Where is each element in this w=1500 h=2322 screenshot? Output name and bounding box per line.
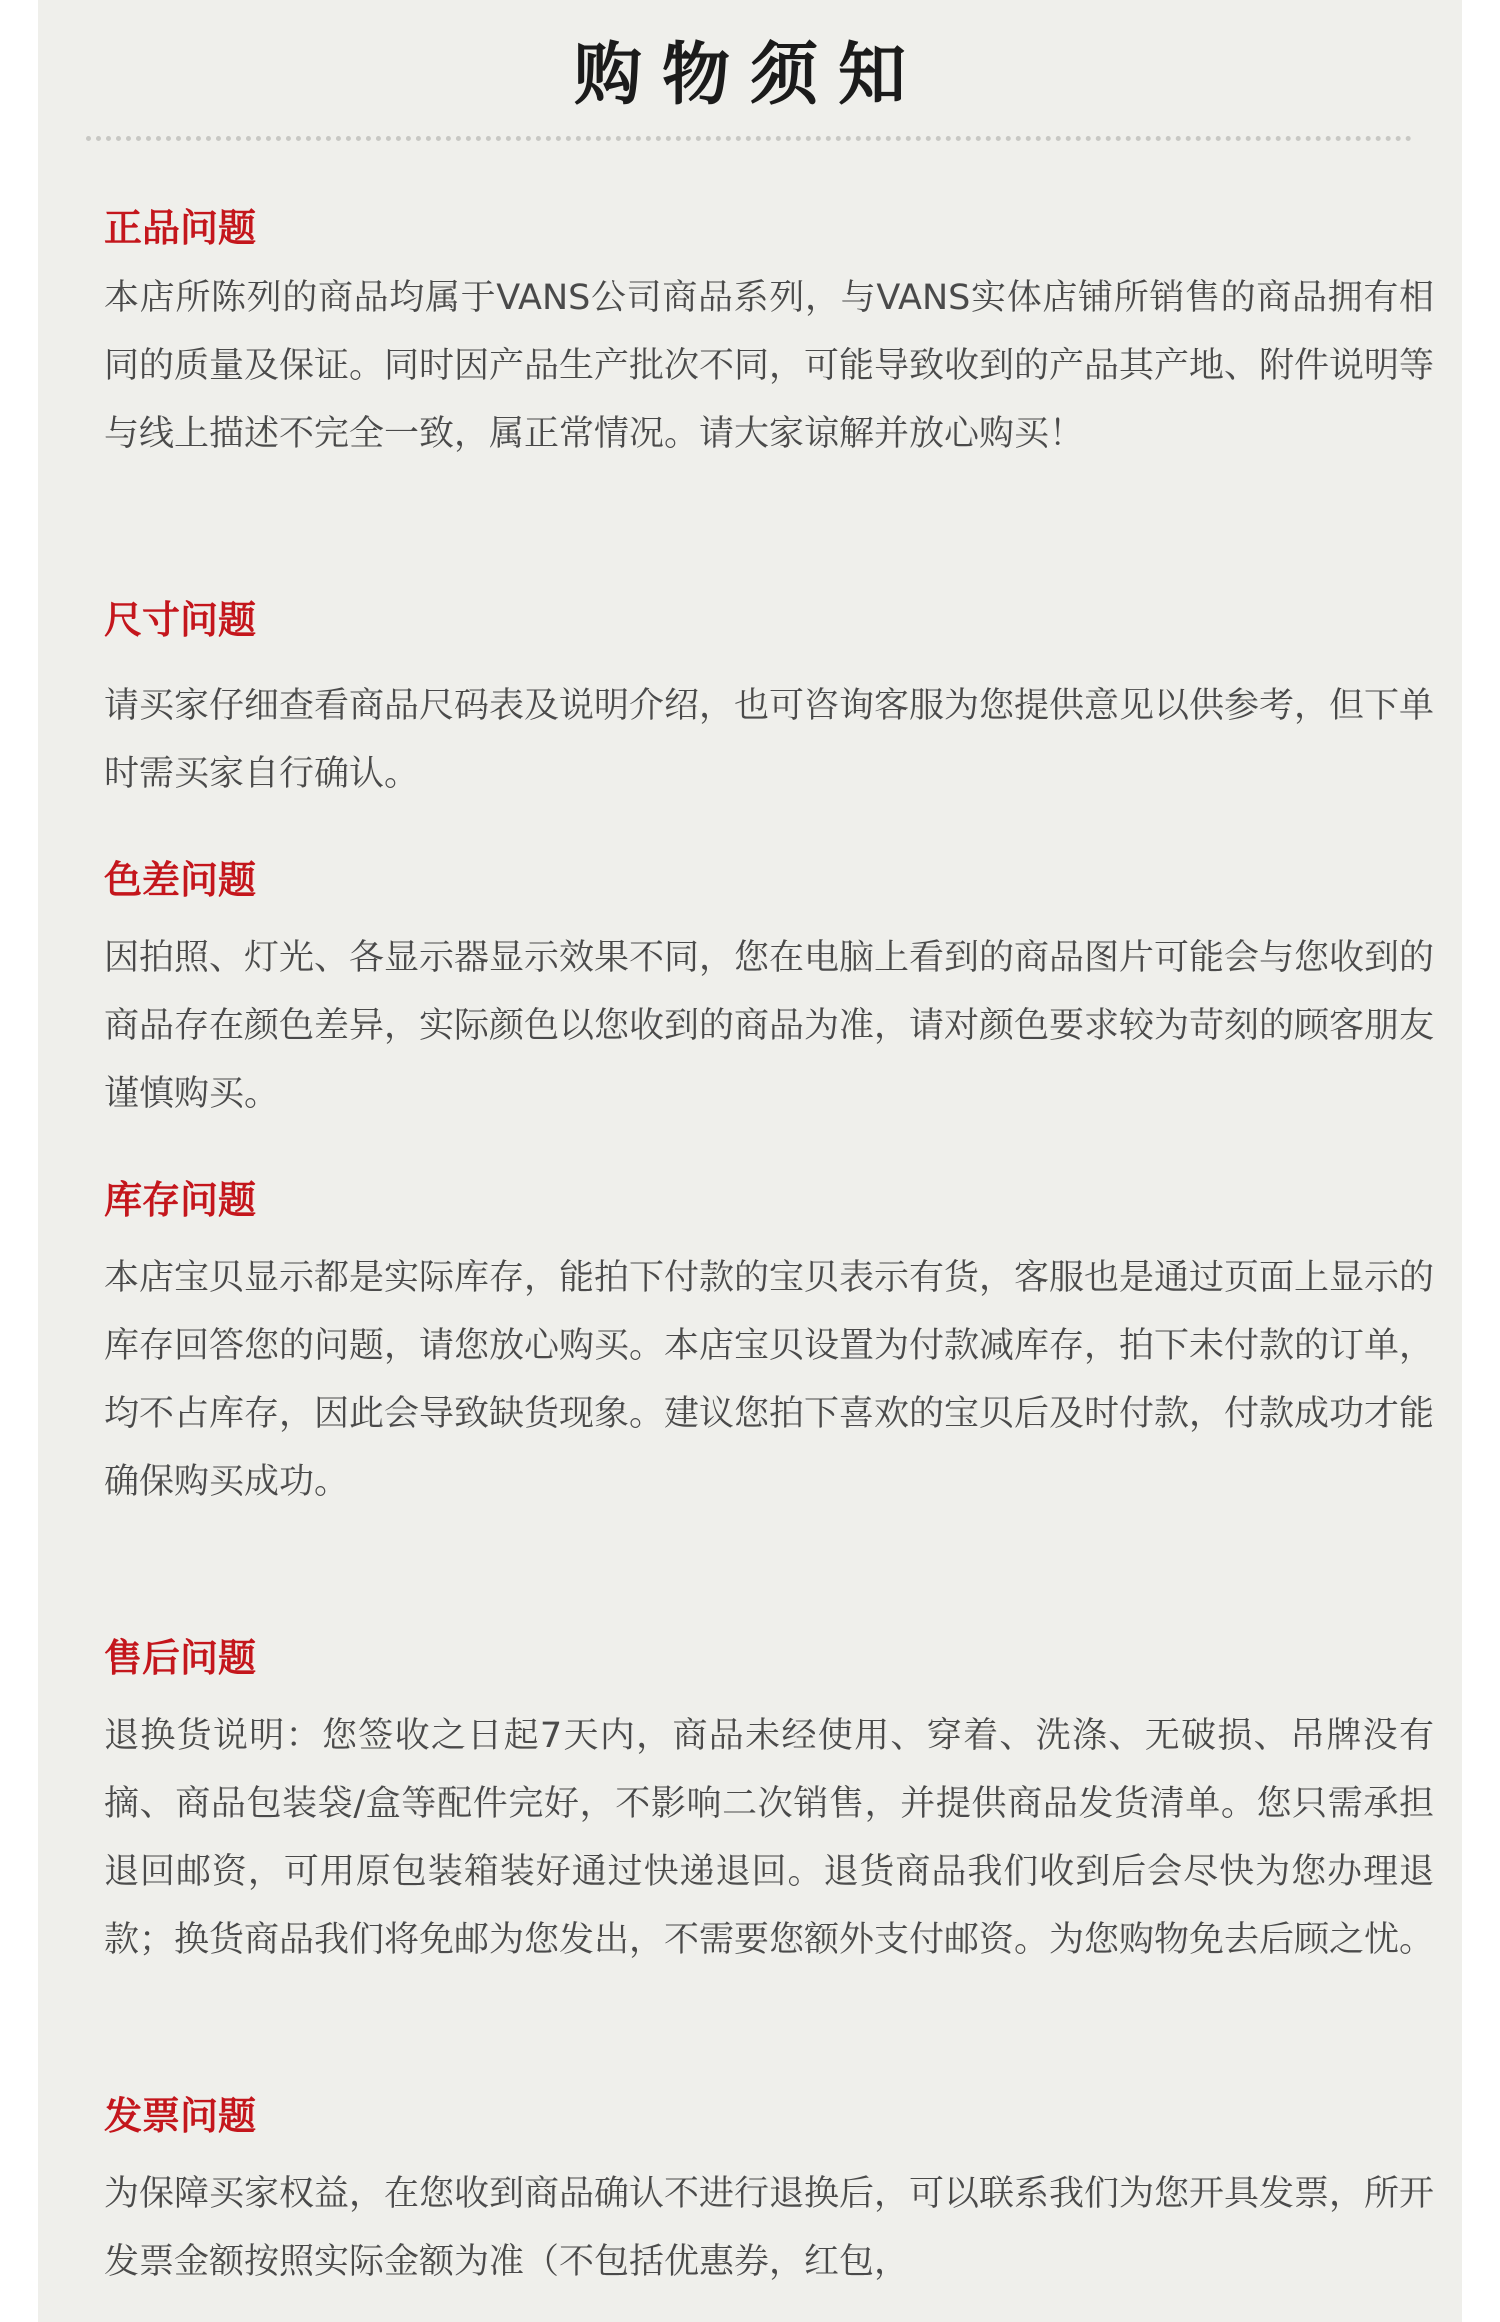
- section-size: [104, 592, 1434, 808]
- section-heading: 色差问题: [104, 858, 257, 902]
- section-heading: 尺寸问题: [104, 598, 257, 642]
- section-body: 因拍照、灯光、各显示器显示效果不同，您在电脑上看到的商品图片可能会与您收到的商品存在颜色差异，实际颜色以您收到的商品为准，请对颜色要求较为苛刻的顾客朋友谨慎购买。: [104, 938, 1435, 1114]
- section-stock: [104, 1172, 1434, 1516]
- page-title: 购物须知: [573, 36, 926, 115]
- shopping-notice-panel: [38, 0, 1462, 2322]
- dotted-divider: [86, 136, 1412, 141]
- section-authentic-products: [104, 200, 1434, 468]
- section-body: 退换货说明：您签收之日起7天内，商品未经使用、穿着、洗涤、无破损、吊牌没有摘、商品包装袋/盒等配件完好，不影响二次销售，并提供商品发货清单。您只需承担退回邮资，可用原包装箱装好通过快递退回。退货商品我们收到后会尽快为您办理退款；换货商品我们将免邮为您发出，不需要您额外支付邮资。为您购物免去后顾之忧。: [104, 1716, 1435, 1960]
- section-heading: 发票问题: [104, 2094, 257, 2138]
- section-heading: 售后问题: [104, 1636, 257, 1680]
- section-color-difference: [104, 852, 1434, 1128]
- section-body: 本店宝贝显示都是实际库存，能拍下付款的宝贝表示有货，客服也是通过页面上显示的库存回答您的问题，请您放心购买。本店宝贝设置为付款减库存，拍下未付款的订单，均不占库存，因此会导致缺货现象。建议您拍下喜欢的宝贝后及时付款，付款成功才能确保购买成功。: [104, 1258, 1435, 1502]
- section-heading: 库存问题: [104, 1178, 257, 1222]
- section-body: 请买家仔细查看商品尺码表及说明介绍，也可咨询客服为您提供意见以供参考，但下单时需买家自行确认。: [104, 686, 1435, 794]
- section-body: 为保障买家权益，在您收到商品确认不进行退换后，可以联系我们为您开具发票，所开发票金额按照实际金额为准（不包括优惠券，红包，: [104, 2174, 1435, 2282]
- section-after-sales: [104, 1630, 1434, 1974]
- section-invoice: [104, 2088, 1434, 2296]
- section-body: 本店所陈列的商品均属于VANS公司商品系列，与VANS实体店铺所销售的商品拥有相同的质量及保证。同时因产品生产批次不同，可能导致收到的产品其产地、附件说明等与线上描述不完全一致，属正常情况。请大家谅解并放心购买！: [104, 278, 1435, 454]
- section-heading: 正品问题: [104, 206, 257, 250]
